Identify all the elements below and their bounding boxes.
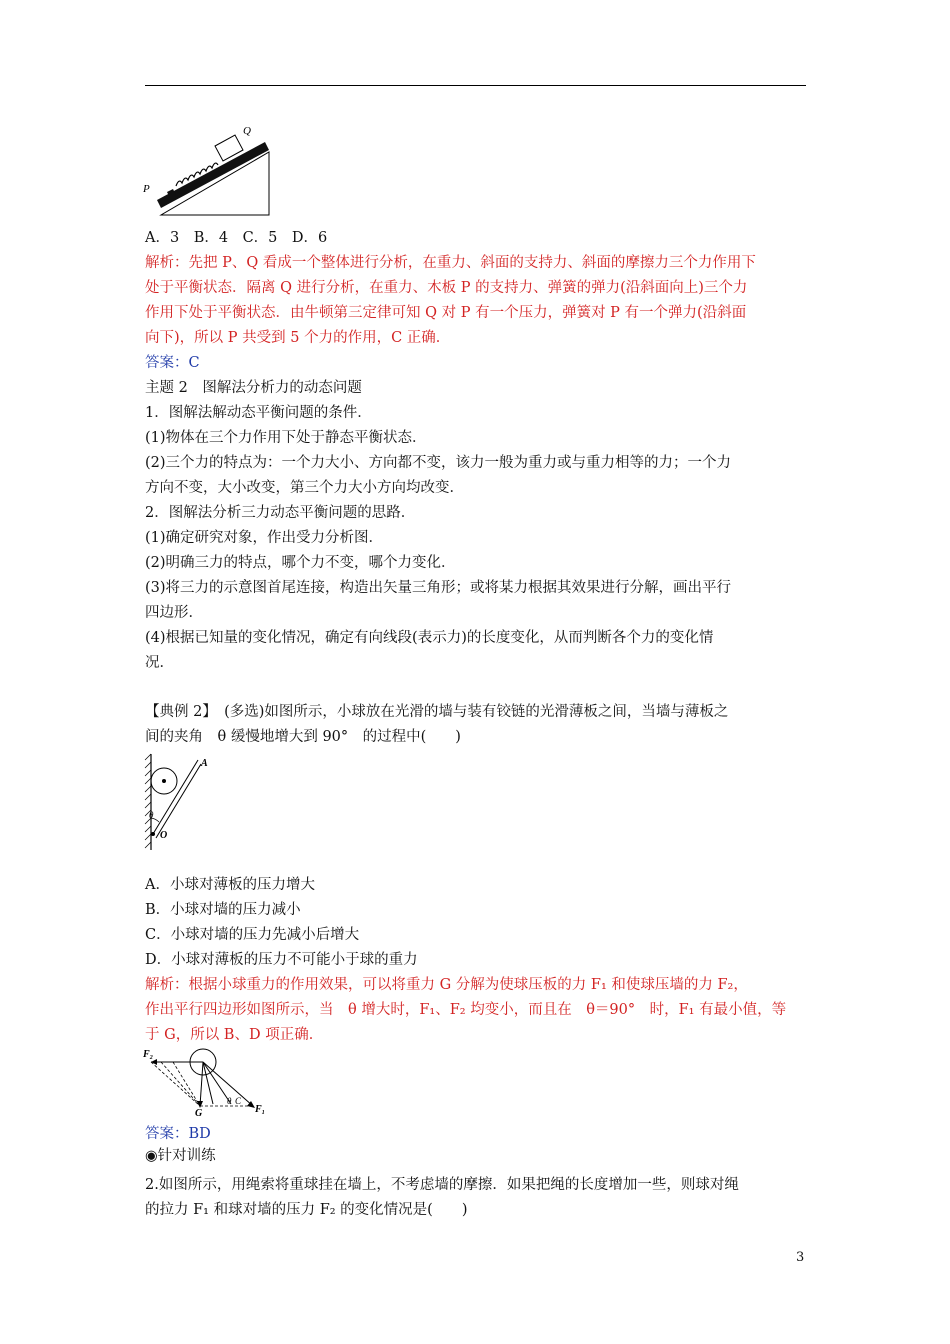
analysis-2-line-3: 于 G，所以 B、D 项正确． xyxy=(145,1027,324,1043)
example-2-line-2: 间的夹角 θ 缓慢地增大到 90° 的过程中( ) xyxy=(145,729,461,745)
choice-b: B．小球对墙的压力减小 xyxy=(145,902,301,918)
analysis-1-line-3: 作用下处于平衡状态．由牛顿第三定律可知 Q 对 P 有一个压力，弹簧对 P 有一个弹力(沿斜面 xyxy=(145,305,747,321)
choice-a: A．小球对薄板的压力增大 xyxy=(145,877,315,893)
topic-2-line-5: 2．图解法分析三力动态平衡问题的思路． xyxy=(145,505,416,521)
example-2-line-1: 【典例 2】 (多选)如图所示，小球放在光滑的墙与装有铰链的光滑薄板之间，当墙与薄板之 xyxy=(145,704,729,720)
topic-2-line-9: 四边形． xyxy=(145,605,203,621)
topic-2-line-11: 况． xyxy=(145,655,174,671)
wall-ball-figure xyxy=(143,752,213,852)
topic-2-line-2: (1)物体在三个力作用下处于静态平衡状态． xyxy=(145,430,427,446)
question-2-line-1: 2.如图所示，用绳索将重球挂在墙上，不考虑墙的摩擦．如果把绳的长度增加一些，则球对绳 xyxy=(145,1177,739,1193)
analysis-1-line-4: 向下)，所以 P 共受到 5 个力的作用，C 正确． xyxy=(145,330,451,346)
topic-2-heading: 主题 2 图解法分析力的动态问题 xyxy=(145,380,362,396)
topic-2-line-3: (2)三个力的特点为：一个力大小、方向都不变，该力一般为重力或与重力相等的力；一个力 xyxy=(145,455,732,471)
choice-d: D．小球对薄板的压力不可能小于球的重力 xyxy=(145,952,418,968)
label-q: Q xyxy=(243,125,251,137)
topic-2-line-10: (4)根据已知量的变化情况，确定有向线段(表示力)的长度变化，从而判断各个力的变化情 xyxy=(145,630,714,646)
topic-2-line-8: (3)将三力的示意图首尾连接，构造出矢量三角形；或将某力根据其效果进行分解，画出平行 xyxy=(145,580,732,596)
training-heading: ◉针对训练 xyxy=(145,1148,216,1164)
choice-c: C．小球对墙的压力先减小后增大 xyxy=(145,927,360,943)
incline-figure xyxy=(143,120,273,218)
label-theta-2: θ xyxy=(227,1096,232,1106)
label-c: C xyxy=(235,1096,242,1106)
options-1: A．3 B．4 C．5 D．6 xyxy=(145,230,328,246)
analysis-1-line-1: 解析：先把 P、Q 看成一个整体进行分析，在重力、斜面的支持力、斜面的摩擦力三个力作用下 xyxy=(145,255,756,271)
label-a: A xyxy=(201,758,208,769)
topic-2-line-1: 1．图解法解动态平衡问题的条件． xyxy=(145,405,372,421)
topic-2-line-4: 方向不变，大小改变，第三个力大小方向均改变． xyxy=(145,480,464,496)
label-f2: F₂ xyxy=(143,1049,154,1060)
force-decomposition-figure xyxy=(143,1046,268,1118)
page-number: 3 xyxy=(796,1250,805,1265)
label-p: P xyxy=(143,183,150,195)
label-f1: F₁ xyxy=(255,1104,266,1115)
topic-2-line-6: (1)确定研究对象，作出受力分析图． xyxy=(145,530,384,546)
analysis-2-line-1: 解析：根据小球重力的作用效果，可以将重力 G 分解为使球压板的力 F₁ 和使球压墙的力 F₂， xyxy=(145,977,748,993)
topic-2-line-7: (2)明确三力的特点，哪个力不变，哪个力变化． xyxy=(145,555,456,571)
label-theta: θ xyxy=(149,810,154,820)
header-rule xyxy=(145,85,806,86)
answer-2: 答案：BD xyxy=(145,1126,211,1142)
question-2-line-2: 的拉力 F₁ 和球对墙的压力 F₂ 的变化情况是( ) xyxy=(145,1202,468,1218)
answer-1: 答案：C xyxy=(145,355,200,371)
label-g: G xyxy=(195,1108,203,1118)
analysis-2-line-2: 作出平行四边形如图所示，当 θ 增大时，F₁、F₂ 均变小，而且在 θ＝90° 时，F₁ 有最小值，等 xyxy=(145,1002,787,1018)
label-o: O xyxy=(160,830,168,841)
analysis-1-line-2: 处于平衡状态．隔离 Q 进行分析，在重力、木板 P 的支持力、弹簧的弹力(沿斜面向上)三个力 xyxy=(145,280,748,296)
